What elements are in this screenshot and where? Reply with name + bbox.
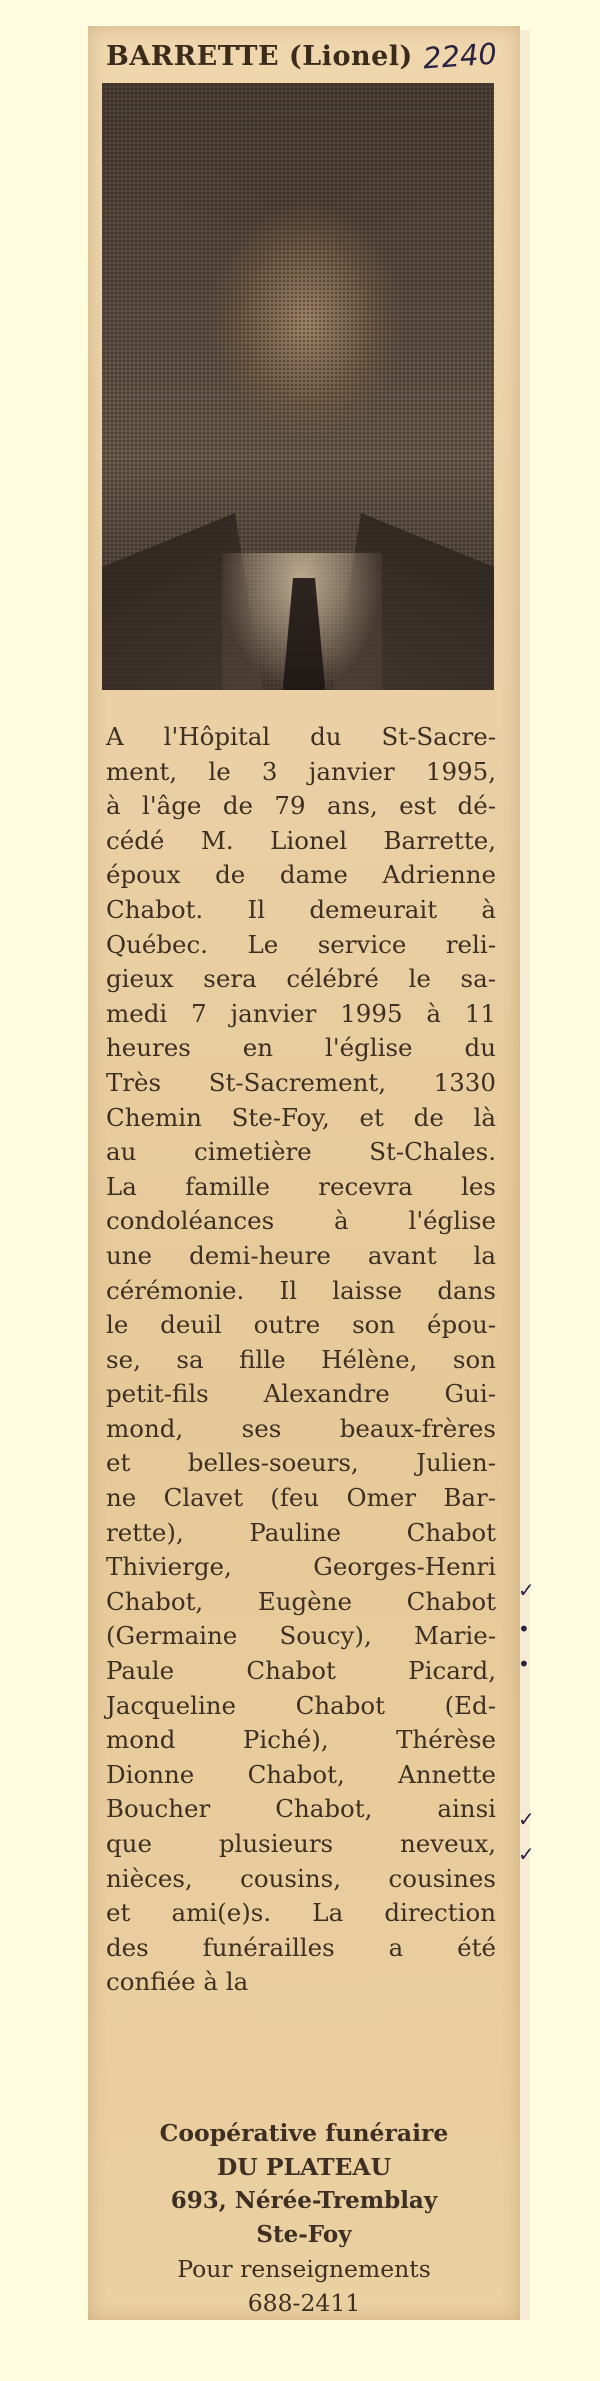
obituary-text-line: une demi-heure avant la — [106, 1240, 496, 1270]
obituary-body-text — [106, 720, 496, 2000]
margin-dot-mark: • — [518, 1652, 530, 1676]
obituary-text-line: Dionne Chabot, Annette — [106, 1759, 496, 1789]
obituary-text-line: Thivierge, Georges-Henri — [106, 1552, 496, 1582]
obituary-text-line: heures en l'église du — [106, 1033, 496, 1063]
obituary-text-line: et belles-soeurs, Julien- — [106, 1448, 496, 1478]
obituary-text-line: rette), Pauline Chabot — [106, 1517, 496, 1547]
margin-dot-mark: • — [518, 1617, 530, 1641]
funeral-home-address: 693, Nérée-Tremblay — [170, 2187, 438, 2214]
portrait-photo — [102, 83, 494, 690]
obituary-text-line: A l'Hôpital du St-Sacre- — [106, 722, 496, 751]
obituary-text-line: gieux sera célébré le sa- — [106, 964, 496, 994]
obituary-text-line: (Germaine Soucy), Marie- — [106, 1621, 496, 1651]
obituary-text-line: mond Piché), Thérèse — [106, 1725, 496, 1755]
margin-tick-mark: ✓ — [518, 1578, 535, 1602]
margin-tick-mark: ✓ — [518, 1807, 535, 1831]
obituary-text-line: cérémonie. Il laisse dans — [106, 1275, 496, 1305]
obituary-text-line: le deuil outre son épou- — [106, 1310, 496, 1340]
obituary-text-line: ne Clavet (feu Omer Bar- — [106, 1483, 496, 1513]
obituary-text-line: que plusieurs neveux, — [106, 1829, 496, 1858]
obituary-header — [106, 34, 497, 78]
obituary-text-line: se, sa fille Hélène, son — [106, 1344, 496, 1374]
obituary-text-line: au cimetière St-Chales. — [106, 1137, 496, 1167]
obituary-text-line: Boucher Chabot, ainsi — [106, 1794, 496, 1824]
funeral-home-footer — [88, 2116, 520, 2320]
obituary-text-line: Chemin Ste-Foy, et de là — [106, 1102, 496, 1132]
info-phone-number: 688-2411 — [247, 2289, 361, 2317]
obituary-text-line: Très St-Sacrement, 1330 — [106, 1067, 496, 1097]
obituary-text-line: époux de dame Adrienne — [106, 860, 496, 890]
obituary-text-line: et ami(e)s. La direction — [106, 1898, 496, 1928]
obituary-text-line: condoléances à l'église — [106, 1206, 496, 1236]
obituary-text-line: Chabot, Eugène Chabot — [106, 1586, 496, 1616]
margin-tick-mark: ✓ — [518, 1842, 535, 1866]
obituary-text-line: La famille recevra les — [106, 1171, 496, 1201]
obituary-text-line: à l'âge de 79 ans, est dé- — [106, 791, 496, 821]
funeral-home-city: Ste-Foy — [256, 2221, 352, 2248]
obituary-text-line: petit-fils Alexandre Gui- — [106, 1379, 496, 1409]
funeral-home-name-line1: Coopérative funéraire — [159, 2119, 449, 2147]
info-label: Pour renseignements — [177, 2255, 431, 2283]
obituary-text-line: Paule Chabot Picard, — [106, 1656, 496, 1686]
obituary-text-line: cédé M. Lionel Barrette, — [106, 825, 496, 855]
obituary-text-line: confiée à la — [106, 1967, 249, 1997]
handwritten-reference-number: 2240 — [421, 36, 498, 76]
obituary-text-line: ment, le 3 janvier 1995, — [106, 756, 496, 786]
obituary-text-line: des funérailles a été — [106, 1932, 496, 1962]
obituary-text-line: mond, ses beaux-frères — [106, 1413, 496, 1443]
obituary-text-line: medi 7 janvier 1995 à 11 — [106, 998, 496, 1028]
obituary-text-line: Chabot. Il demeurait à — [106, 894, 496, 924]
funeral-home-name-line2: DU PLATEAU — [216, 2153, 392, 2181]
obituary-text-line: Jacqueline Chabot (Ed- — [106, 1690, 496, 1720]
obituary-text-line: nièces, cousins, cousines — [106, 1863, 496, 1893]
deceased-name-heading: BARRETTE (Lionel) — [106, 40, 413, 72]
obituary-clipping — [88, 26, 520, 2320]
obituary-text-line: Québec. Le service reli- — [106, 929, 496, 959]
